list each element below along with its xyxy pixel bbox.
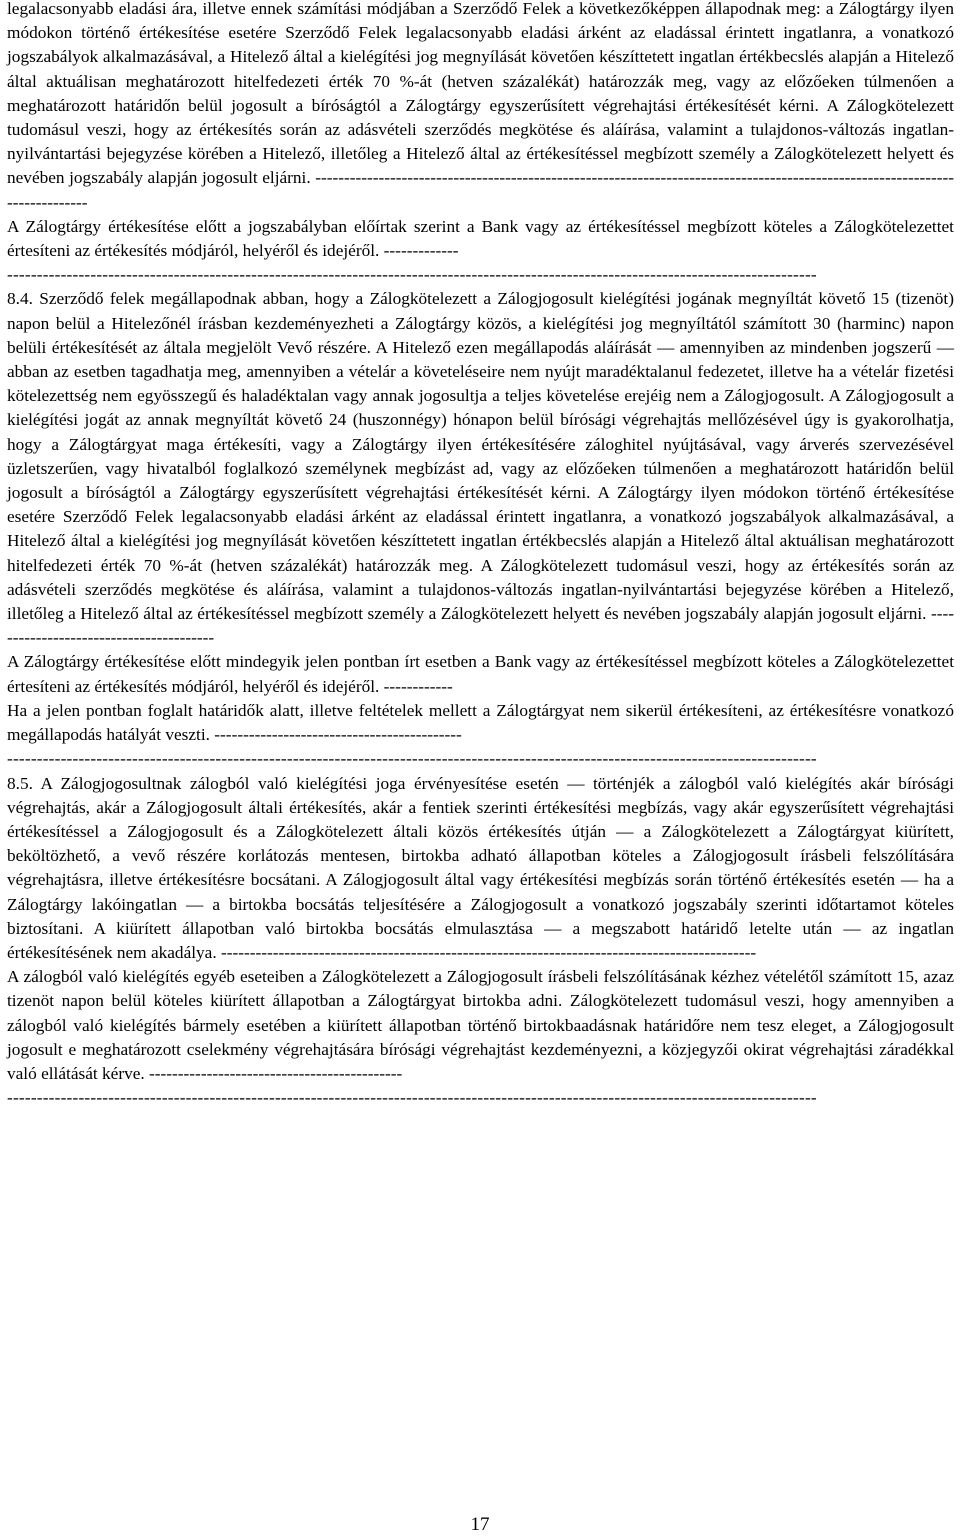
paragraph-deadline-lapse: Ha a jelen pontban foglalt határidők alatt, illetve feltételek mellett a Zálogtárgyat nem sikerül értékesíteni, az értékesítésre vonatkozó megállapodás hatályát veszti. ------------------------------------------- xyxy=(7,700,954,745)
paragraph-section-8-4: 8.4. Szerződő felek megállapodnak abban, hogy a Zálogkötelezett a Zálogjogosult kielégítési jogának megnyíltát követő 15 (tizenöt) napon belül a Hitelezőnél írásban kezdeményezheti a Zálogtárgy közös, a kielégítési jog megnyíltától számított 30 (harminc) napon belüli értékesítését az általa megjelölt Vevő részére. A Hitelező ezen megállapodás aláírását — amennyiben az mindenben jogszerű — abban az esetben tagadhatja meg, amennyiben a vételár a követeléseire nem nyújt maradéktalanul fedezetet, illetve ha a vételár fizetési kötelezettség nem egyösszegű és haladéktalan vagy annak jogosultja a teljes követelése erejéig nem a Zálogjogosult. A Zálogjogosult a kielégítési jogát az annak megnyíltát követő 24 (huszonnégy) hónapon belül bírósági végrehajtás mellőzésével úgy is gyakorolhatja, hogy a Zálogtárgyat maga értékesíti, vagy a Zálogtárgy ilyen értékesítésére záloghitel nyújtásával, vagy árverés szervezésével üzletszerűen, vagy hivatalból foglalkozó személynek megbízást ad, vagy az előzőeken túlmenően a meghatározott határidőn belül jogosult a bíróságtól a Zálogtárgy egyszerűsített végrehajtási értékesítését kérni. A Zálogtárgy ilyen módokon történő értékesítése esetére Szerződő Felek legalacsonyabb eladási árként az eladással érintett ingatlanra, a vonatkozó jogszabályok alkalmazásával, a Hitelező által a kielégítési jog megnyílását követően készíttetett ingatlan értékbecslés alapján a Hitelező által aktuálisan meghatározott hitelfedezeti érték 70 %-át (hetven százalékát) határozzák meg. A Zálogkötelezett tudomásul veszi, hogy az értékesítés során az adásvételi szerződés megkötése és aláírása, valamint a tulajdonos-változás ingatlan-nyilvántartási bejegyzése körében a Hitelező, illetőleg a Hitelező által az értékesítéssel megbízott személy a Zálogkötelezett helyett és nevében jogszabály alapján jogosult eljárni. ---------------------------------------- xyxy=(7,289,954,648)
paragraph-other-cases: A zálogból való kielégítés egyéb eseteiben a Zálogkötelezett a Zálogjogosult írásbeli felszólításának kézhez vételétől számított 15, azaz tizenöt napon belül köteles kiürített állapotban a Zálogtárgyat birtokba adni. Zálogkötelezett tudomásul veszi, hogy amennyiben a zálogból való kielégítés bármely esetében a kiürített állapotban történő birtokbaadásnak határidőre nem tesz eleget, a Zálogjogosult jogosult e meghatározott cselekmény végrehajtására bírósági végrehajtást kezdeményezni, a közjegyzői okirat végrehajtási záradékkal való ellátását kérve. -------------------------------------------- xyxy=(7,967,954,1083)
dash-separator: ---------------------------------------------------------------------------------------------------------------------------------------- xyxy=(7,265,817,285)
document-page xyxy=(7,0,954,1110)
paragraph-section-8-5: 8.5. A Zálogjogosultnak zálogból való kielégítési joga érvényesítése esetén — történjék a zálogból való kielégítés akár bírósági végrehajtás, akár a Zálogjogosult általi értékesítés, akár a fentiek szerinti értékesítési megbízás, vagy akár egyszerűsített végrehajtási értékesítéssel a Zálogjogosult és a Zálogkötelezett általi közös értékesítés útján — a Zálogkötelezett a Zálogtárgyat kiürített, beköltözhető, a vevő részére korlátozás mentesen, birtokba adható állapotban köteles a Zálogjogosult írásbeli felszólítására végrehajtásra, illetve értékesítésre bocsátani. A Zálogjogosult által vagy értékesítési megbízás során történő értékesítés esetén — ha a Zálogtárgy lakóingatlan — a birtokba bocsátás teljesítésére a Zálogjogosult a vonatkozó jogszabály szerinti időtartamot köteles biztosítani. A kiürített állapotban való birtokba bocsátás elmulasztása — a megszabott határidő letelte után — az ingatlan értékesítésének nem akadálya. --------------------------------------------------------------------------------------------- xyxy=(7,773,954,962)
page-number: 17 xyxy=(470,1514,490,1535)
paragraph-notification: A Zálogtárgy értékesítése előtt a jogszabályban előírtak szerint a Bank vagy az értékesítéssel megbízott köteles a Zálogkötelezettet értesíteni az értékesítés módjáról, helyéről és idejéről. ------------- xyxy=(7,216,954,261)
dash-separator: ---------------------------------------------------------------------------------------------------------------------------------------- xyxy=(7,749,817,769)
dash-separator: ---------------------------------------------------------------------------------------------------------------------------------------- xyxy=(7,1088,817,1108)
paragraph-notification-all-cases: A Zálogtárgy értékesítése előtt mindegyik jelen pontban írt esetben a Bank vagy az értékesítéssel megbízott köteles a Zálogkötelezettet értesíteni az értékesítés módjáról, helyéről és idejéről. ------------ xyxy=(7,652,954,696)
paragraph-continuation: legalacsonyabb eladási ára, illetve ennek számítási módjában a Szerződő Felek a következőképpen állapodnak meg: a Zálogtárgy ilyen módokon történő értékesítése esetére Szerződő Felek legalacsonyabb eladási árként az eladással érintett ingatlanra, a vonatkozó jogszabályok alkalmazásával, a Hitelező által a kielégítési jog megnyílását követően készíttetett ingatlan értékbecslés alapján a Hitelező által aktuálisan meghatározott hitelfedezeti érték 70 %-át (hetven százalékát) határozzák meg, vagy az előzőeken túlmenően a meghatározott határidőn belül jogosult a bíróságtól a Zálogtárgy egyszerűsített végrehajtási értékesítését kérni. A Zálogkötelezett tudomásul veszi, hogy az értékesítés során az adásvételi szerződés megkötése és aláírása, valamint a tulajdonos-változás ingatlan-nyilvántartási bejegyzése körében a Hitelező, illetőleg a Hitelező által az értékesítéssel megbízott személy a Zálogkötelezett helyett és nevében jogszabály alapján jogosult eljárni. ----------------------------------------------------------------------------------------------------------------------------- xyxy=(7,0,954,212)
